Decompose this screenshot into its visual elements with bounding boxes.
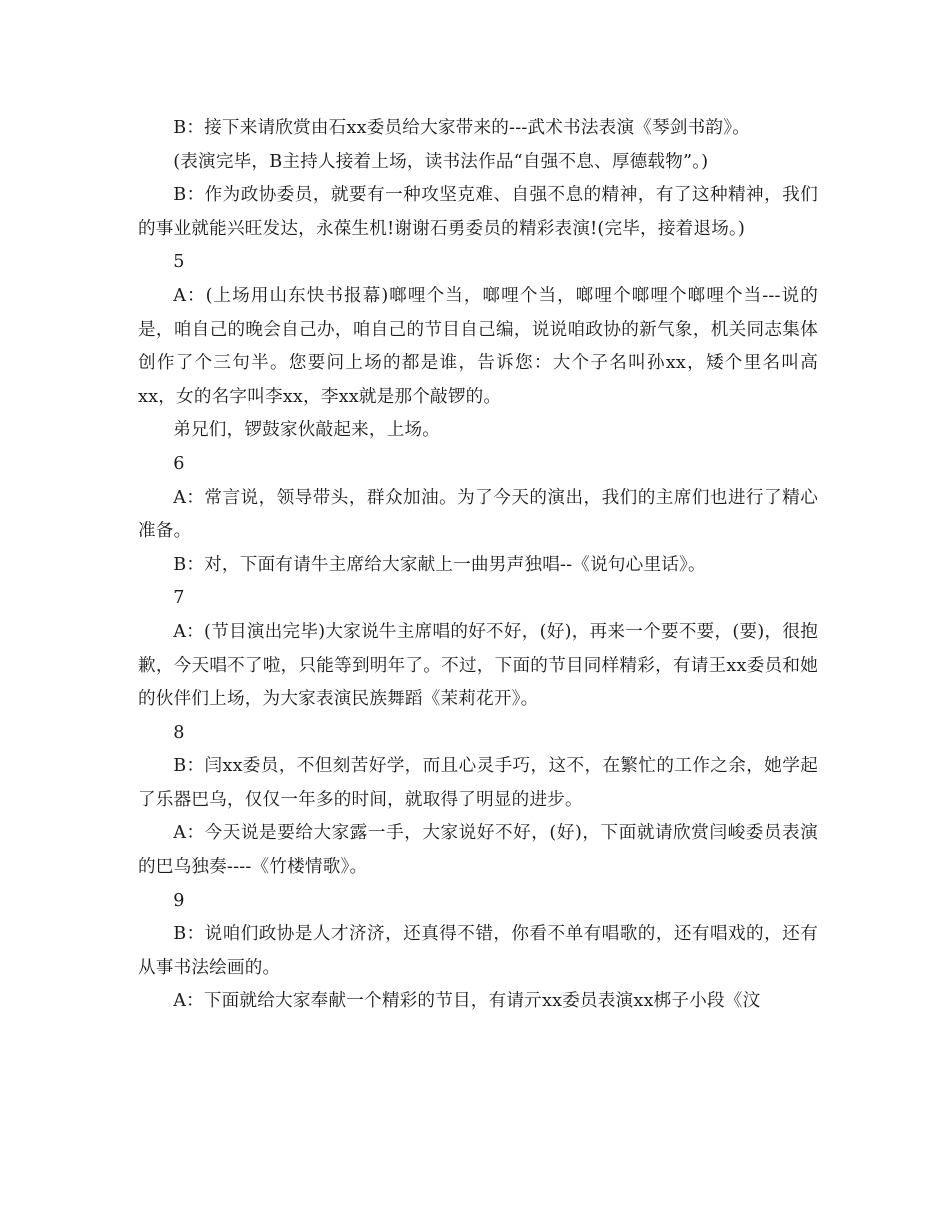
paragraph: A：下面就给大家奉献一个精彩的节目，有请亓xx委员表演xx梆子小段《汶 (173, 991, 761, 1012)
paragraph: A：(上场用山东快书报幕)啷哩个当，啷哩个当，啷哩个啷哩个啷哩个当---说的是，咱自己的晚会自己办，咱自己的节目自己编，说说咱政协的新气象，机关同志集体创作了个三句半。您要问上场的都是谁，告诉您：大个子名叫孙xx，矮个里名叫高xx，女的名字叫李xx，李xx就是那个敲锣的。 (138, 285, 818, 407)
section-number: 8 (173, 722, 185, 743)
paragraph: B：说咱们政协是人才济济，还真得不错，你看不单有唱歌的，还有唱戏的，还有从事书法绘画的。 (138, 924, 818, 978)
section-number: 5 (173, 252, 185, 273)
paragraph: (表演完毕，B主持人接着上场，读书法作品“自强不息、厚德载物”。) (173, 151, 709, 172)
paragraph: B：作为政协委员，就要有一种攻坚克难、自强不息的精神，有了这种精神，我们的事业就能兴旺发达，永葆生机!谢谢石勇委员的精彩表演!(完毕，接着退场。) (138, 185, 818, 239)
paragraph: B：闫xx委员，不但刻苦好学，而且心灵手巧，这不，在繁忙的工作之余，她学起了乐器巴乌，仅仅一年多的时间，就取得了明显的进步。 (138, 756, 818, 810)
paragraph: A：(节目演出完毕)大家说牛主席唱的好不好，(好)，再来一个要不要，(要)，很抱歉，今天唱不了啦，只能等到明年了。不过，下面的节目同样精彩，有请王xx委员和她的伙伴们上场，为大家表演民族舞蹈《茉莉花开》。 (138, 621, 818, 710)
section-number: 6 (173, 453, 185, 474)
paragraph: A：今天说是要给大家露一手，大家说好不好，(好)，下面就请欣赏闫峻委员表演的巴乌独奏----《竹楼情歌》。 (138, 823, 818, 878)
paragraph: B：接下来请欣赏由石xx委员给大家带来的---武术书法表演《琴剑书韵》。 (173, 118, 751, 138)
paragraph: 弟兄们，锣鼓家伙敲起来，上场。 (173, 420, 441, 441)
paragraph: A：常言说，领导带头，群众加油。为了今天的演出，我们的主席们也进行了精心准备。 (138, 487, 818, 542)
document-body (138, 112, 818, 1019)
paragraph: B：对，下面有请牛主席给大家献上一曲男声独唱--《说句心里话》。 (173, 554, 706, 575)
section-number: 7 (173, 588, 185, 609)
section-number: 9 (173, 890, 185, 911)
